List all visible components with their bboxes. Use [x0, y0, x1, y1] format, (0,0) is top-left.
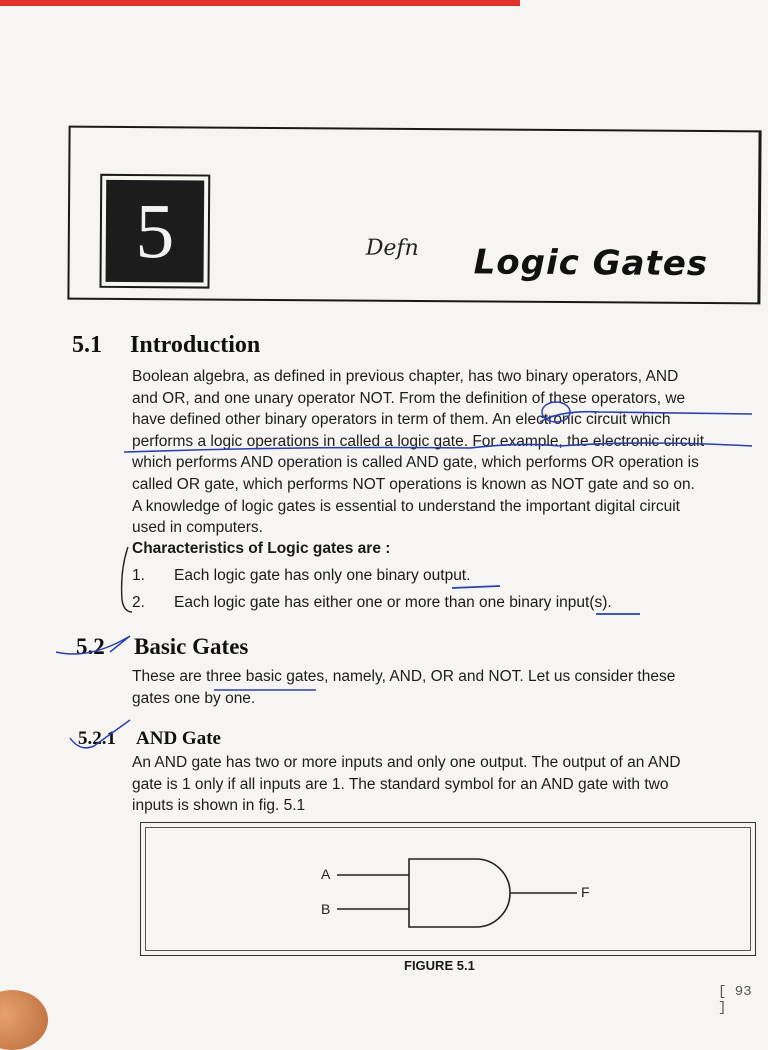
- item-text: Each logic gate has either one or more than one binary input(s).: [174, 594, 612, 611]
- section-heading-introduction: [72, 332, 260, 359]
- introduction-paragraph: [132, 366, 754, 539]
- text-line: and OR, and one unary operator NOT. From the definition of these operators, we: [132, 389, 686, 407]
- section-title: Introduction: [130, 332, 261, 358]
- text-line: used in computers.: [132, 519, 263, 537]
- handwritten-margin-note: Defn: [365, 235, 419, 262]
- underline-annotation: [452, 586, 500, 588]
- characteristic-item: [132, 567, 470, 585]
- and-gate-paragraph: [132, 752, 754, 817]
- text-line: gate is 1 only if all inputs are 1. The standard symbol for an AND gate with two: [132, 775, 669, 793]
- basic-gates-paragraph: [132, 666, 754, 709]
- characteristics-title: Characteristics of Logic gates are :: [132, 540, 391, 557]
- chapter-title: Logic Gates: [473, 242, 709, 285]
- text-line: Boolean algebra, as defined in previous chapter, has two binary operators, AND: [132, 368, 679, 385]
- thumb-in-corner: [0, 990, 48, 1050]
- page-top-edge: [0, 0, 520, 6]
- text-line: inputs is shown in fig. 5.1: [132, 797, 306, 815]
- chapter-header-box: [67, 126, 761, 305]
- figure-frame: [140, 822, 756, 956]
- item-number: 1.: [132, 567, 145, 584]
- section-number: 5.2: [76, 634, 105, 659]
- section-heading-basic-gates: [76, 634, 248, 660]
- text-line: These are three basic gates, namely, AND, OR and NOT. Let us consider these: [132, 668, 676, 685]
- section-number: 5.1: [72, 332, 102, 358]
- and-gate-diagram: [141, 823, 757, 957]
- characteristic-item: [132, 594, 612, 612]
- text-line: An AND gate has two or more inputs and only one output. The output of an AND: [132, 754, 681, 771]
- text-line: which performs AND operation is called AND gate, which performs OR operation is: [132, 454, 699, 472]
- text-line: called OR gate, which performs NOT operations is known as NOT gate and so on.: [132, 475, 695, 493]
- section-title: Basic Gates: [134, 634, 249, 659]
- section-title: AND Gate: [136, 728, 221, 749]
- and-gate-symbol: [409, 859, 510, 927]
- input-a-label: A: [321, 866, 331, 882]
- item-number: 2.: [132, 594, 145, 611]
- output-label: F: [581, 884, 590, 900]
- text-line: A knowledge of logic gates is essential to understand the important digital circuit: [132, 497, 680, 515]
- chapter-number-frame: [99, 174, 210, 289]
- text-line: performs a logic operations in called a logic gate. For example, the electronic circuit: [132, 432, 705, 450]
- page-number: [ 93 ]: [718, 984, 752, 1016]
- chapter-number: 5: [106, 180, 205, 283]
- bracket-annotation: [122, 547, 132, 612]
- section-number: 5.2.1: [78, 728, 116, 749]
- section-heading-and-gate: [78, 728, 221, 750]
- item-text: Each logic gate has only one binary output.: [174, 567, 471, 584]
- figure-caption: FIGURE 5.1: [404, 958, 475, 973]
- text-line: gates one by one.: [132, 689, 256, 707]
- input-b-label: B: [321, 901, 331, 917]
- text-line: have defined other binary operators in term of them. An electronic circuit which: [132, 411, 671, 429]
